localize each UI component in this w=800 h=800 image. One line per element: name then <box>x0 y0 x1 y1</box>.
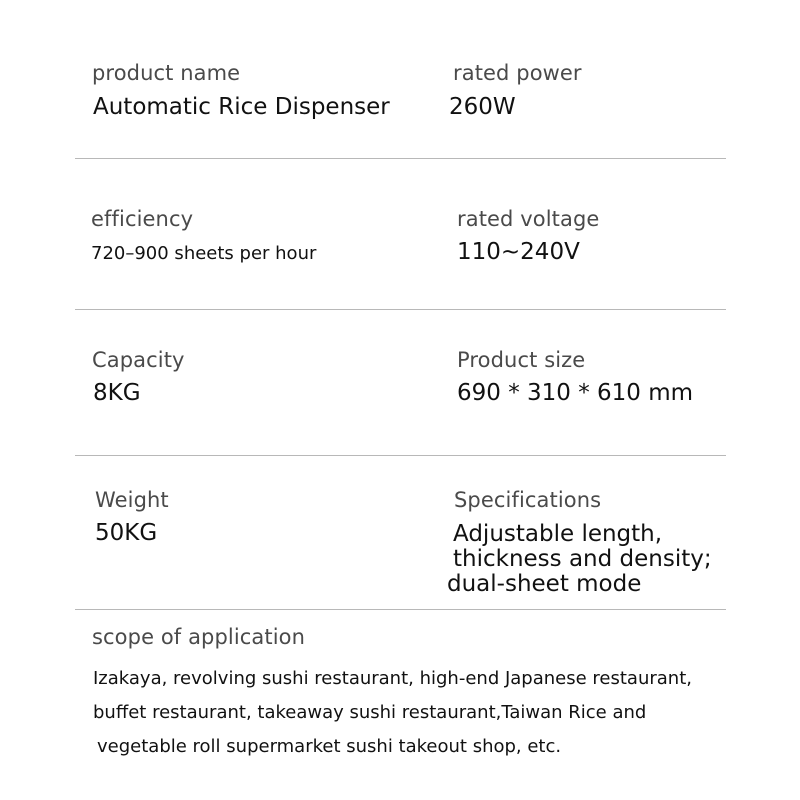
rated-power-value: 260W <box>449 94 516 120</box>
capacity-value: 8KG <box>93 380 141 406</box>
row-divider-4 <box>75 609 726 610</box>
weight-label: Weight <box>95 488 169 512</box>
scope-line-3: vegetable roll supermarket sushi takeout shop, etc. <box>97 736 562 757</box>
efficiency-label: efficiency <box>91 207 194 231</box>
weight-value: 50KG <box>95 520 158 546</box>
specifications-line-3: dual-sheet mode <box>447 571 642 597</box>
product-size-value: 690 * 310 * 610 mm <box>457 380 694 406</box>
rated-voltage-value: 110~240V <box>457 239 580 265</box>
scope-line-1: Izakaya, revolving sushi restaurant, high-end Japanese restaurant, <box>93 668 692 689</box>
specifications-label: Specifications <box>454 488 602 512</box>
capacity-label: Capacity <box>92 348 185 372</box>
row-divider-3 <box>75 455 726 456</box>
efficiency-value: 720–900 sheets per hour <box>91 243 317 264</box>
scope-line-2: buffet restaurant, takeaway sushi restaurant,Taiwan Rice and <box>93 702 647 723</box>
specifications-line-2: thickness and density; <box>453 546 712 572</box>
product-name-label: product name <box>92 61 241 85</box>
scope-label: scope of application <box>92 625 306 649</box>
specifications-value <box>447 522 712 597</box>
product-size-label: Product size <box>457 348 586 372</box>
row-divider-1 <box>75 158 726 159</box>
rated-voltage-label: rated voltage <box>457 207 600 231</box>
row-divider-2 <box>75 309 726 310</box>
product-name-value: Automatic Rice Dispenser <box>93 94 390 120</box>
rated-power-label: rated power <box>453 61 582 85</box>
scope-text <box>93 662 692 764</box>
specifications-line-1: Adjustable length, <box>453 521 663 547</box>
